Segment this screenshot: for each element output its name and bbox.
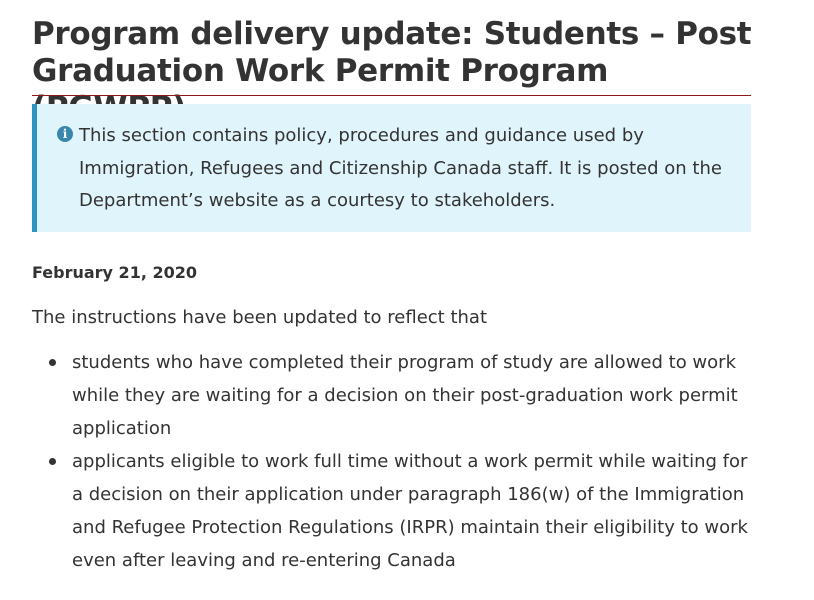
info-icon: i: [57, 126, 73, 142]
list-item: [32, 346, 762, 445]
page-title: Program delivery update: Students – Post Graduation Work Permit Program: [32, 16, 752, 89]
bullet-icon: [49, 458, 56, 465]
list-item-text: students who have completed their program of study are allowed to work while they are waiting for a decision on their post-graduation work permit application: [72, 352, 738, 439]
update-intro: The instructions have been updated to reflect that: [32, 307, 488, 328]
update-list: [32, 346, 762, 577]
notice-text: This section contains policy, procedures and guidance used by Immigration, Refugees and Citizenship Canada staff. It is posted on the Department’s website as a courtesy to stakeholders.: [79, 125, 722, 211]
list-item: [32, 445, 762, 577]
title-divider: [32, 95, 751, 96]
list-item-text: applicants eligible to work full time without a work permit while waiting for a decision on their application under paragraph 186(w) of the Immigration and Refugee Protection Regulations (IRPR) maintain their eligibility to work even after leaving and re-entering Canada: [72, 451, 748, 571]
update-date: February 21, 2020: [32, 263, 197, 282]
bullet-icon: [49, 359, 56, 366]
info-notice: [32, 104, 751, 232]
